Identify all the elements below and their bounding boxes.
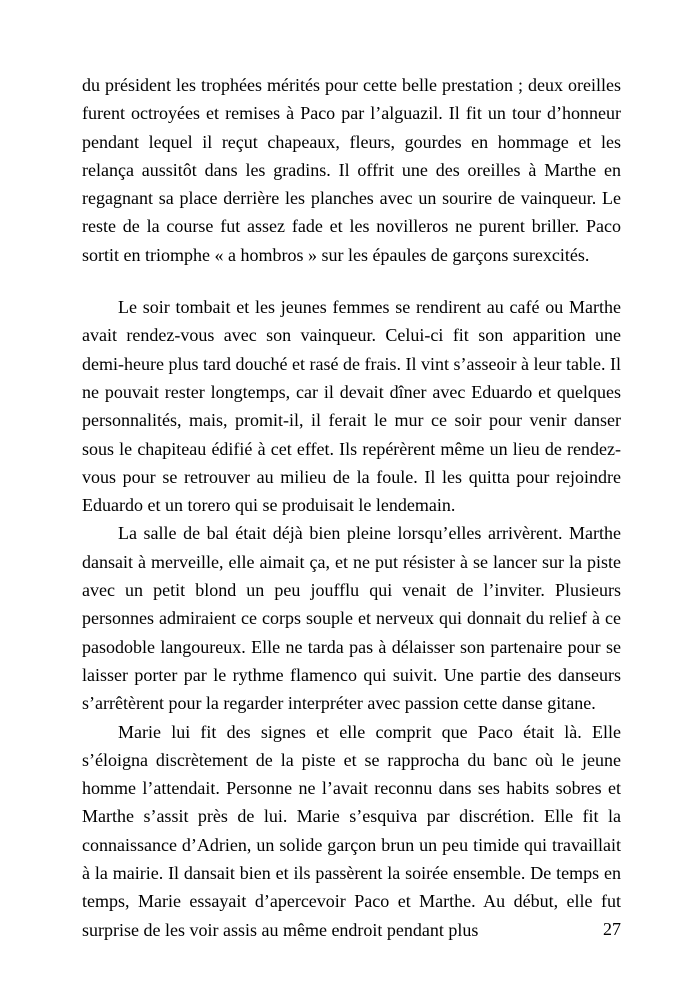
paragraph-bullfight-ending: du président les trophées mérités pour cette belle prestation ; deux oreilles furent octroyées et remises à Paco par l’alguazil. Il fit un tour d’honneur pendant lequel il reçut chapeaux, fleurs, gourdes en hommage et les relança aussitôt dans les gradins. Il offrit une des oreilles à Marthe en regagnant sa place derrière les planches avec un sourire de vainqueur. Le reste de la course fut assez fade et les novilleros ne purent briller. Paco sortit en triomphe « a hombros » sur les épaules de garçons surexcités. bbox=[82, 75, 621, 265]
body-text bbox=[82, 71, 621, 944]
page-number: 27 bbox=[603, 919, 621, 939]
paragraph-evening-cafe: Le soir tombait et les jeunes femmes se rendirent au café ou Marthe avait rendez-vous avec son vainqueur. Celui-ci fit son apparition une demi-heure plus tard douché et rasé de frais. Il vint s’asseoir à leur table. Il ne pouvait rester longtemps, car il devait dîner avec Eduardo et quelques personnalités, mais, promit-il, il ferait le mur ce soir pour venir danser sous le chapiteau édifié à cet effet. Ils repérèrent même un lieu de rendez-vous pour se retrouver au milieu de la foule. Il les quitta pour rejoindre Eduardo et un torero qui se produisait le lendemain. bbox=[82, 297, 621, 516]
paragraph-dance-hall: La salle de bal était déjà bien pleine lorsqu’elles arrivèrent. Marthe dansait à merveille, elle aimait ça, et ne put résister à se lancer sur la piste avec un petit blond un peu joufflu qui venait de l’inviter. Plusieurs personnes admiraient ce corps souple et nerveux qui donnait du relief à ce pasodoble langoureux. Elle ne tarda pas à délaisser son partenaire pour se laisser porter par le rythme flamenco qui suivit. Une partie des danseurs s’arrêtèrent pour la regarder interpréter avec passion cette danse gitane. bbox=[82, 523, 621, 714]
paragraph-marie-adrien: Marie lui fit des signes et elle comprit que Paco était là. Elle s’éloigna discrètement de la piste et se rapprocha du banc où le jeune homme l’attendait. Personne ne l’avait reconnu dans ses habits sobres et Marthe s’assit près de lui. Marie s’esquiva par discrétion. Elle fit la connaissance d’Adrien, un solide garçon brun un peu timide qui travaillait à la mairie. Il dansait bien et ils passèrent la soirée ensemble. De temps en temps, Marie essayait d’apercevoir Paco et Marthe. Au début, elle fut surprise de les voir assis au même endroit pendant plus bbox=[82, 721, 621, 940]
